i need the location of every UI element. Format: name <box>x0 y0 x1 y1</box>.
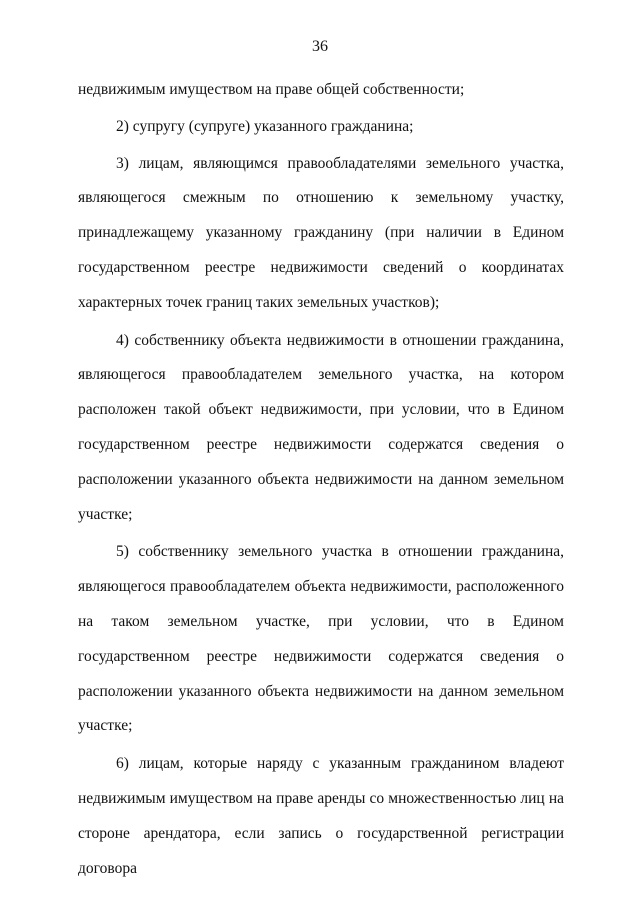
paragraph-item-6: 6) лицам, которые наряду с указанным гражданином владеют недвижимым имуществом на праве аренды со множественностью лиц на стороне арендатора, если запись о государственной регистрации договора <box>78 755 564 877</box>
paragraph-item-3: 3) лицам, являющимся правообладателями земельного участка, являющегося смежным по отношению к земельному участку, принадлежащему указанному гражданину (при наличии в Едином государственном реестре недвижимости сведений о координатах характерных точек границ таких земельных участков); <box>78 154 564 311</box>
document-body <box>78 73 564 886</box>
paragraph-item-5: 5) собственнику земельного участка в отношении гражданина, являющегося правообладателем объекта недвижимости, расположенного на таком земельном участке, при условии, что в Едином государственном реестре недвижимости содержатся сведения о расположении указанного объекта недвижимости на данном земельном участке; <box>78 543 564 735</box>
page-number: 36 <box>312 38 328 55</box>
paragraph-continuation: недвижимым имуществом на праве общей собственности; <box>78 81 465 98</box>
paragraph-item-2: 2) супругу (супруге) указанного гражданина; <box>116 117 414 135</box>
paragraph-item-4: 4) собственнику объекта недвижимости в отношении гражданина, являющегося правообладателем земельного участка, на котором расположен такой объект недвижимости, при условии, что в Едином государственном реестре недвижимости содержатся сведения о расположении указанного объекта недвижимости на данном земельном участке; <box>78 331 564 523</box>
